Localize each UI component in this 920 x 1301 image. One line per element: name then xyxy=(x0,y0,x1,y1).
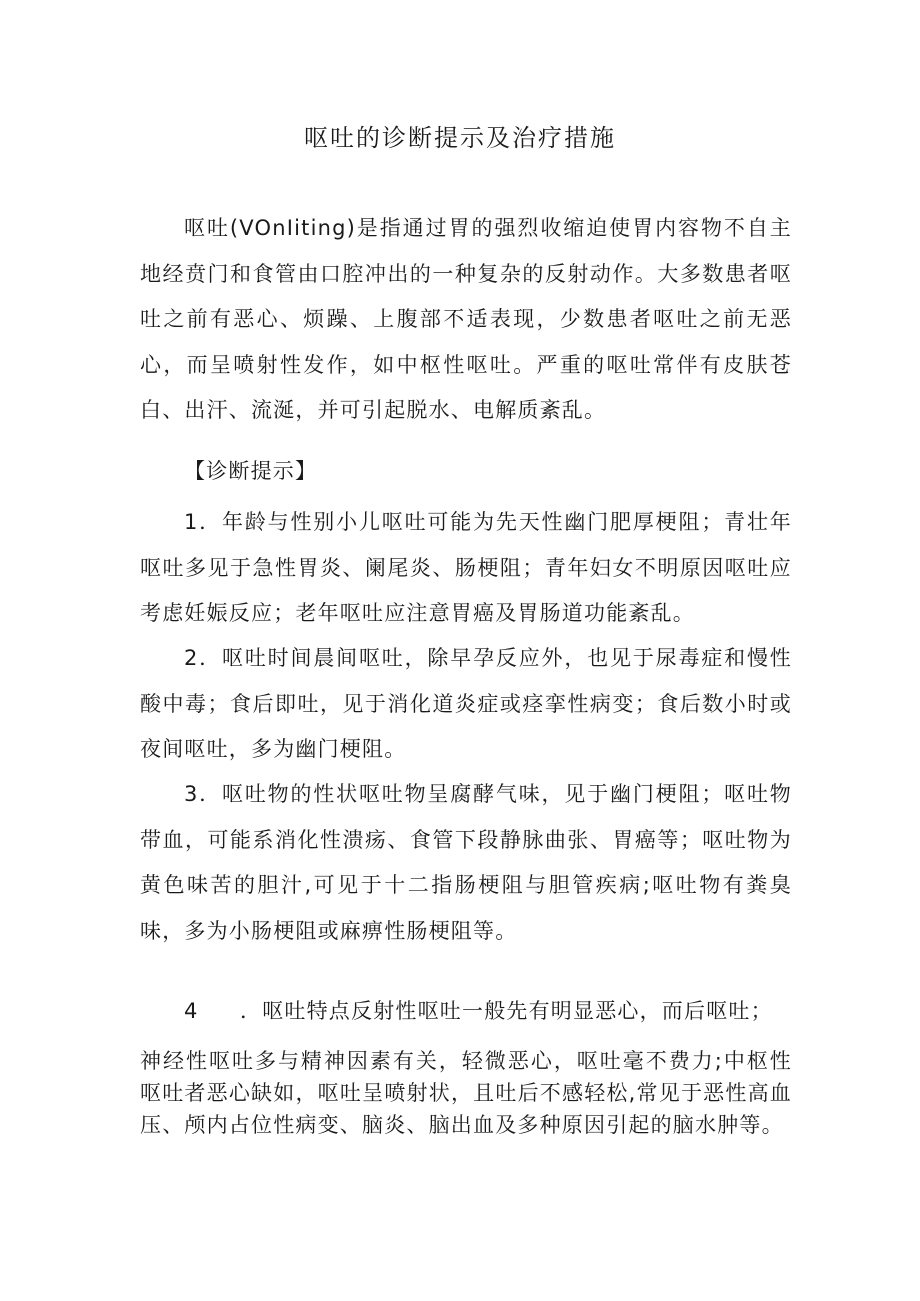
item-4-paragraph: 神经性呕吐多与精神因素有关，轻微恶心，呕吐毫不费力;中枢性呕吐者恶心缺如，呕吐呈喷射状，且吐后不感轻松,常见于恶性高血压、颅内占位性病变、脑炎、脑出血及多种原因引起的脑水肿等。 xyxy=(140,1049,792,1137)
item-3-paragraph: 3．呕吐物的性状呕吐物呈腐酵气味，见于幽门梗阻；呕吐物带血，可能系消化性溃疡、食管下段静脉曲张、胃癌等；呕吐物为黄色味苦的胆汁,可见于十二指肠梗阻与胆管疾病;呕吐物有粪臭味，多为小肠梗阻或麻痹性肠梗阻等。 xyxy=(140,782,792,943)
item-4-number: 4 xyxy=(184,999,199,1023)
item-2-paragraph: 2．呕吐时间晨间呕吐，除早孕反应外，也见于尿毒症和慢性酸中毒；食后即吐，见于消化道炎症或痉挛性病变；食后数小时或夜间呕吐，多为幽门梗阻。 xyxy=(140,646,792,761)
item-1-paragraph: 1．年龄与性别小儿呕吐可能为先天性幽门肥厚梗阻；青壮年呕吐多见于急性胃炎、阑尾炎、肠梗阻；青年妇女不明原因呕吐应考虑妊娠反应；老年呕吐应注意胃癌及胃肠道功能紊乱。 xyxy=(140,510,792,625)
section-heading: 【诊断提示】 xyxy=(184,459,318,483)
document-title: 呕吐的诊断提示及治疗措施 xyxy=(304,124,616,152)
item-4-heading-line xyxy=(184,995,773,1025)
intro-paragraph: 呕吐(VOnIiting)是指通过胃的强烈收缩迫使胃内容物不自主地经贲门和食管由口腔冲出的一种复杂的反射动作。大多数患者呕吐之前有恶心、烦躁、上腹部不适表现，少数患者呕吐之前无恶心，而呈喷射性发作，如中枢性呕吐。严重的呕吐常伴有皮肤苍白、出汗、流涎，并可引起脱水、电解质紊乱。 xyxy=(140,216,792,422)
item-4-heading-text: ．呕吐特点反射性呕吐一般先有明显恶心，而后呕吐； xyxy=(240,999,773,1023)
